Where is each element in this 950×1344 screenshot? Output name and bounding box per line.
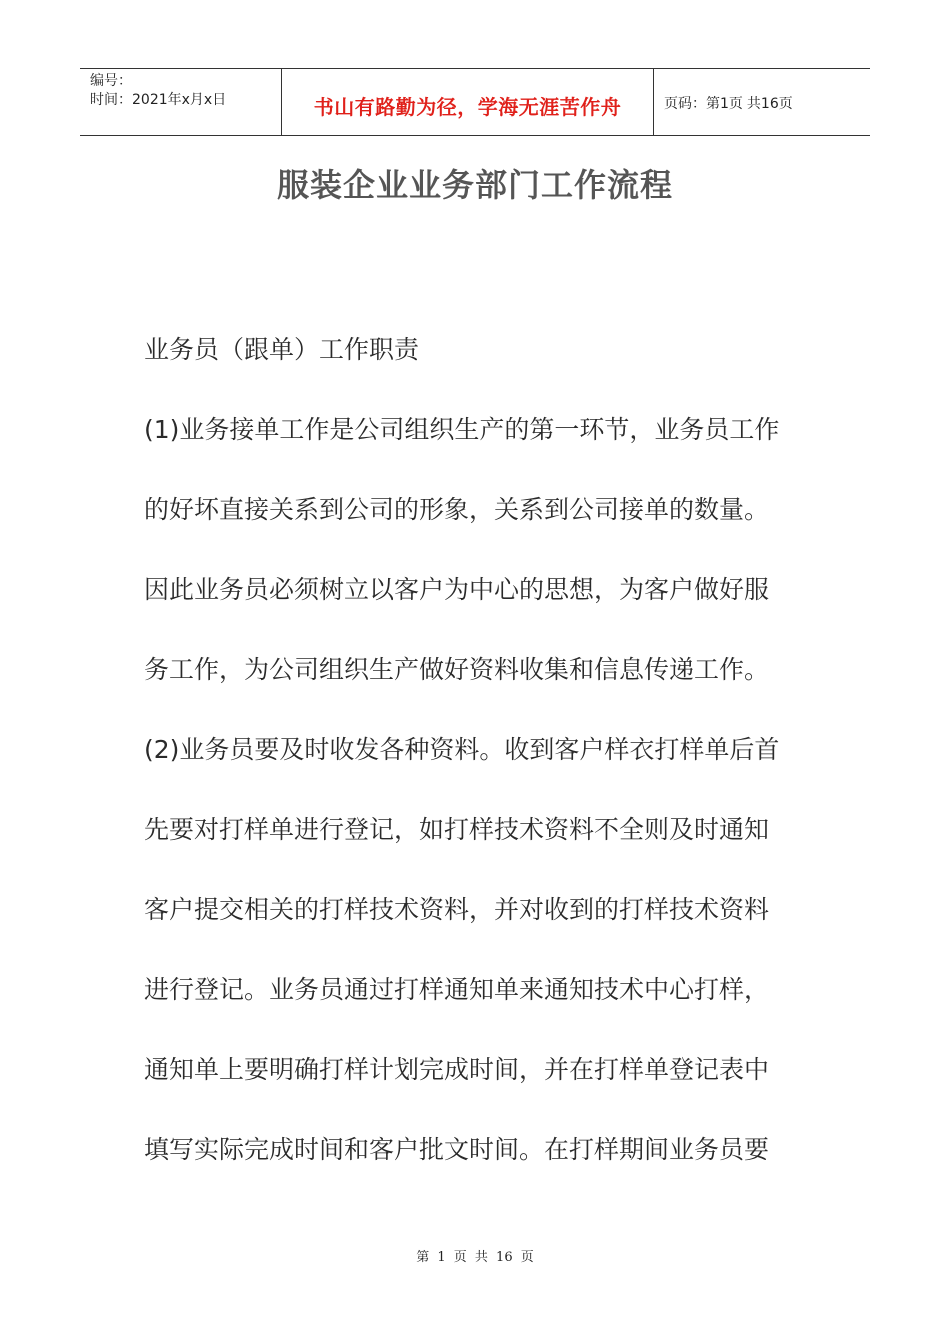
footer-page-number: 第 1 页 共 16 页 [416, 1250, 534, 1265]
page-footer [0, 1246, 950, 1265]
document-body [144, 325, 824, 1205]
paragraph-line: 进行登记。业务员通过打样通知单来通知技术中心打样， [144, 975, 770, 1004]
paragraph-line: 客户提交相关的打样技术资料，并对收到的打样技术资料 [144, 895, 770, 924]
document-title: 服装企业业务部门工作流程 [276, 166, 673, 204]
header-motto: 书山有路勤为径，学海无涯苦作舟 [313, 94, 622, 119]
paragraph-line: 填写实际完成时间和客户批文时间。在打样期间业务员要 [144, 1135, 770, 1164]
header-page-number: 页码：第1页 [664, 96, 743, 112]
header-motto-cell [282, 69, 654, 135]
paragraph-line: (2)业务员要及时收发各种资料。收到客户样衣打样单后首 [144, 735, 780, 764]
paragraph-line: 通知单上要明确打样计划完成时间，并在打样单登记表中 [144, 1055, 770, 1084]
paragraph-line: 的好坏直接关系到公司的形象，关系到公司接单的数量。 [144, 495, 770, 524]
header-number: 编号： [90, 73, 132, 89]
paragraph-line: 先要对打样单进行登记，如打样技术资料不全则及时通知 [144, 815, 770, 844]
header-page-total: 共16页 [746, 96, 793, 112]
section-heading: 业务员（跟单）工作职责 [144, 335, 420, 364]
document-header [80, 68, 870, 136]
paragraph-line: 务工作，为公司组织生产做好资料收集和信息传递工作。 [144, 655, 770, 684]
header-time: 时间：2021年x月x日 [90, 92, 227, 108]
header-meta-cell [80, 69, 282, 135]
header-page-cell [654, 69, 870, 135]
paragraph-line: (1)业务接单工作是公司组织生产的第一环节，业务员工作 [144, 415, 780, 444]
paragraph-line: 因此业务员必须树立以客户为中心的思想，为客户做好服 [144, 575, 770, 604]
